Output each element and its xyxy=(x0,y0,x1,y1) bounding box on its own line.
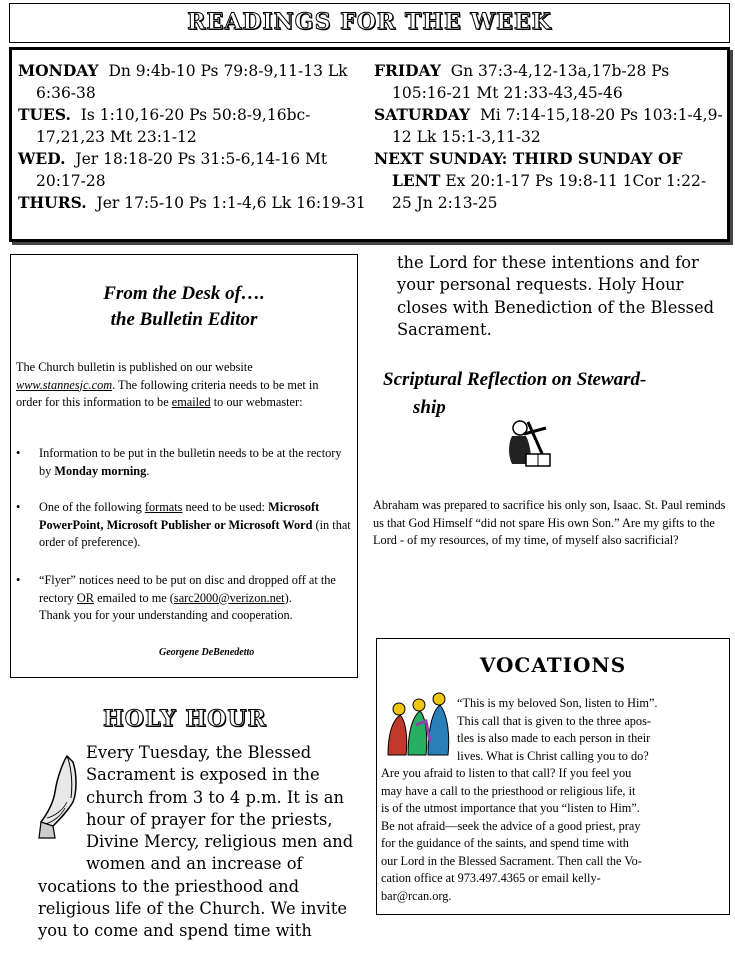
bullet-text: ). xyxy=(284,590,292,605)
bullet-text: (in that order of preference). xyxy=(39,517,351,549)
bulletin-editor-box xyxy=(10,254,358,678)
editor-title-line1: From the Desk of…. xyxy=(103,283,265,304)
reading-day: NEXT SUNDAY: THIRD SUNDAY OF LENT xyxy=(374,149,683,190)
reading-day: THURS. xyxy=(18,193,87,212)
holy-hour-continuation: the Lord for these intentions and for your personal requests. Holy Hour closes with Benediction of the Blessed Sacrament. xyxy=(397,253,715,339)
vocations-line: “This is my beloved Son, listen to Him”. xyxy=(457,696,658,710)
vocations-line: This call that is given to the three apos- xyxy=(457,713,651,728)
reading-wednesday xyxy=(18,148,374,192)
vocations-line: Be not afraid—seek the advice of a good priest, pray xyxy=(381,818,641,833)
vocations-line: tles is also made to each person in their xyxy=(457,731,651,745)
email-link[interactable]: sarc2000@verizon.net xyxy=(173,590,285,605)
vocations-title: VOCATIONS xyxy=(479,653,627,677)
stewardship-text: Abraham was prepared to sacrifice his only son, Isaac. St. Paul reminds us that God Himself “did not spare His own Son.” Are my gifts to the Lord - of my resources, of my time, of myself also sacrificial? xyxy=(373,498,726,547)
readings-title: READINGS FOR THE WEEK xyxy=(187,9,552,35)
readings-box xyxy=(9,47,730,242)
vocations-line: lives. What is Christ calling you to do? xyxy=(457,748,649,763)
saint-with-cross-icon xyxy=(500,414,556,470)
reading-day: MONDAY xyxy=(18,61,99,80)
holy-hour-text xyxy=(38,742,368,943)
reading-day: FRIDAY xyxy=(374,61,441,80)
or-text: OR xyxy=(76,590,94,605)
emailed-text: emailed xyxy=(171,395,211,409)
bullet-text: One of the following xyxy=(39,500,145,514)
stewardship-title-line1: Scriptural Reflection on Steward- xyxy=(383,369,647,390)
reading-thursday xyxy=(18,192,374,214)
reading-monday xyxy=(18,60,374,104)
reading-tuesday xyxy=(18,104,374,148)
reading-refs: Ex 20:1-17 Ps 19:8-11 1Cor 1:22-25 Jn 2:13-25 xyxy=(392,172,707,212)
bullet-text: “Flyer” notices need to be put on disc and dropped off at the rectory xyxy=(39,573,336,605)
editor-title-line2: the Bulletin Editor xyxy=(110,309,258,330)
readings-right-column xyxy=(374,60,724,214)
reading-refs: Jer 17:5-10 Ps 1:1-4,6 Lk 16:19-31 xyxy=(96,194,366,212)
reading-refs: Jer 18:18-20 Ps 31:5-6,14-16 Mt 20:17-28 xyxy=(36,150,328,190)
reading-friday xyxy=(374,60,724,104)
bullet-icon: • xyxy=(16,500,21,514)
vocations-line: Are you afraid to listen to that call? If you feel you xyxy=(381,766,632,780)
reading-refs: Mi 7:14-15,18-20 Ps 103:1-4,9-12 Lk 15:1-3,11-32 xyxy=(392,106,723,146)
vocations-line: our Lord in the Blessed Sacrament. Then call the Vo- xyxy=(381,853,642,868)
vocations-line: may have a call to the priesthood or religious life, it xyxy=(381,783,636,798)
bullet-text: . xyxy=(146,463,150,478)
vocations-line: bar@rcan.org. xyxy=(381,888,452,903)
bullet-bold: Microsoft PowerPoint, Microsoft Publisher or Microsoft Word xyxy=(39,500,320,532)
vocations-box xyxy=(376,638,730,915)
reading-day: TUES. xyxy=(18,105,71,124)
editor-signature: Georgene DeBenedetto xyxy=(159,647,255,658)
readings-header xyxy=(9,3,730,43)
bullet-bold: Monday morning xyxy=(54,463,147,478)
bullet-icon: • xyxy=(16,573,21,587)
reading-refs: Dn 9:4b-10 Ps 79:8-9,11-13 Lk 6:36-38 xyxy=(36,62,348,102)
bullet-text: need to be used: xyxy=(182,500,269,514)
readings-left-column xyxy=(18,60,374,214)
formats-text: formats xyxy=(144,500,183,514)
bullet-icon: • xyxy=(16,446,21,460)
reading-refs: Is 1:10,16-20 Ps 50:8-9,16bc-17,21,23 Mt 23:1-12 xyxy=(36,106,311,146)
editor-intro xyxy=(16,359,346,412)
bullet-text: emailed to me ( xyxy=(94,590,174,605)
holy-hour-title-text: HOLY HOUR xyxy=(103,706,267,732)
vocations-line: cation office at 973.497.4365 or email kelly- xyxy=(381,871,601,885)
intro-text: to our webmaster: xyxy=(210,395,303,409)
vocations-line: for the guidance of the saints, and spend time with xyxy=(381,836,629,850)
reading-day: WED. xyxy=(18,149,66,168)
holy-hour-body: Every Tuesday, the Blessed Sacrament is exposed in the church from 3 to 4 p.m. It is an hour of prayer for the priests, Divine Mercy, religious men and women and an increase of vocations to the priesthood and religious life of the Church. We invite you to come and spend time with xyxy=(38,743,354,941)
thanks-text: Thank you for your understanding and cooperation. xyxy=(39,608,293,622)
website-link[interactable]: www.stannesjc.com xyxy=(16,377,113,392)
holy-hour-title xyxy=(103,706,267,732)
hands-float xyxy=(38,742,86,872)
stewardship-title-line2: ship xyxy=(413,397,446,418)
reading-refs: Gn 37:3-4,12-13a,17b-28 Ps 105:16-21 Mt 21:33-43,45-46 xyxy=(392,62,670,102)
vocations-text xyxy=(381,695,725,905)
reading-day: SATURDAY xyxy=(374,105,471,124)
editor-title xyxy=(11,281,357,333)
reading-next-sunday xyxy=(374,148,724,214)
intro-text: The Church bulletin is published on our website xyxy=(16,360,253,374)
reading-saturday xyxy=(374,104,724,148)
intro-text: . The following criteria needs to be met in order for this information to be xyxy=(16,377,319,409)
vocations-line: is of the utmost importance that you “listen to Him”. xyxy=(381,801,640,815)
bullet-text: Information to be put in the bulletin needs to be at the rectory by xyxy=(39,446,342,478)
